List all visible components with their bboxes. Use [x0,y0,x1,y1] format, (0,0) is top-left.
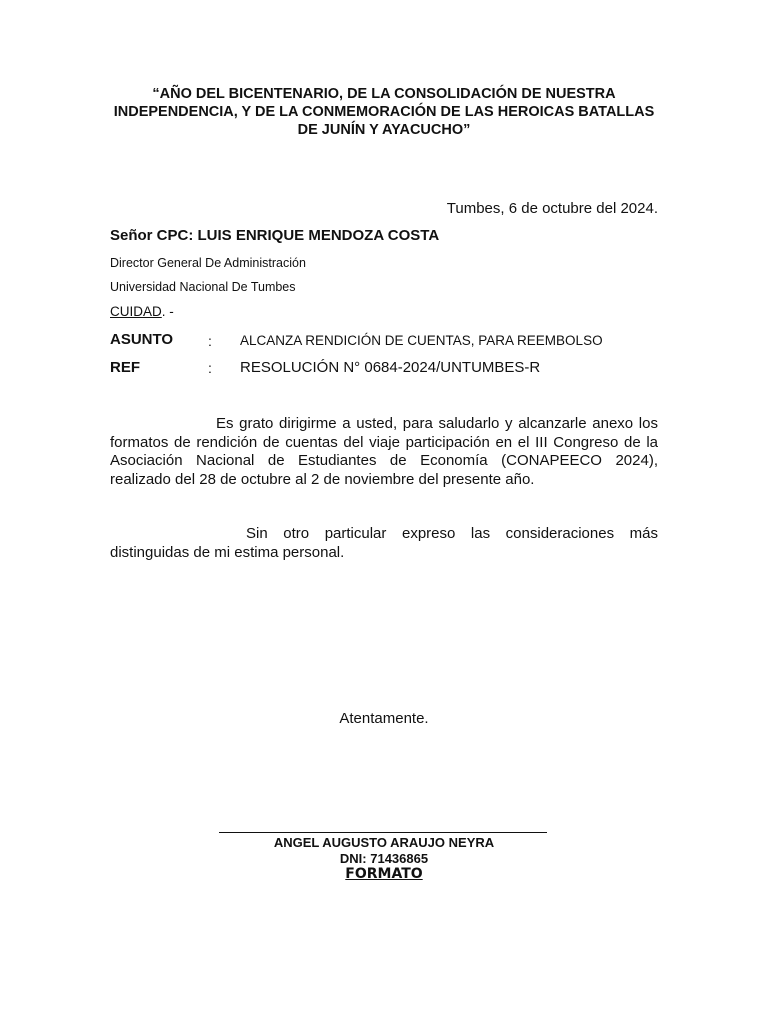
date-line: Tumbes, 6 de octubre del 2024. [446,200,658,217]
subject-colon: : [208,333,212,349]
header-line-1: “AÑO DEL BICENTENARIO, DE LA CONSOLIDACIÓN DE NUESTRA [152,86,616,102]
header-line-3: DE JUNÍN Y AYACUCHO” [297,122,471,138]
reference-colon: : [208,360,212,376]
header-title [110,85,658,139]
recipient-position: Director General De Administración [110,256,306,270]
subject-value: ALCANZA RENDICIÓN DE CUENTAS, PARA REEMBOLSO [240,333,603,348]
city-label: CUIDAD [110,304,162,319]
paragraph-1-line-3: Asociación Nacional de Estudiantes de Economía (CONAPEECO 2024), [110,452,658,469]
body-paragraph-2 [110,525,658,562]
reference-value: RESOLUCIÓN N° 0684-2024/UNTUMBES-R [240,359,541,376]
closing-text: Atentamente. [339,710,429,727]
signature-name: ANGEL AUGUSTO ARAUJO NEYRA [273,835,495,850]
recipient-name: Señor CPC: LUIS ENRIQUE MENDOZA COSTA [110,227,440,244]
paragraph-1-line-4: realizado del 28 de octubre al 2 de noviembre del presente año. [110,470,535,488]
paragraph-2-line-2: distinguidas de mi estima personal. [110,543,345,561]
signature-dni: DNI: 71436865 [339,851,429,866]
recipient-city [110,304,174,319]
signature-label: FORMATO [345,866,423,882]
reference-label: REF [110,359,140,376]
body-paragraph-1 [110,415,658,489]
city-suffix: . - [161,304,174,319]
paragraph-1-line-1: Es grato dirigirme a usted, para saludarlo y alcanzarle anexo los [216,415,658,432]
paragraph-2-line-1: Sin otro particular expreso las consideraciones más [246,525,658,542]
recipient-institution: Universidad Nacional De Tumbes [110,280,296,294]
header-line-2: INDEPENDENCIA, Y DE LA CONMEMORACIÓN DE LAS HEROICAS BATALLAS [113,104,655,120]
paragraph-1-line-2: formatos de rendición de cuentas del viaje participación en el III Congreso de la [110,433,658,451]
signature-line [219,832,547,833]
subject-label: ASUNTO [110,331,174,348]
